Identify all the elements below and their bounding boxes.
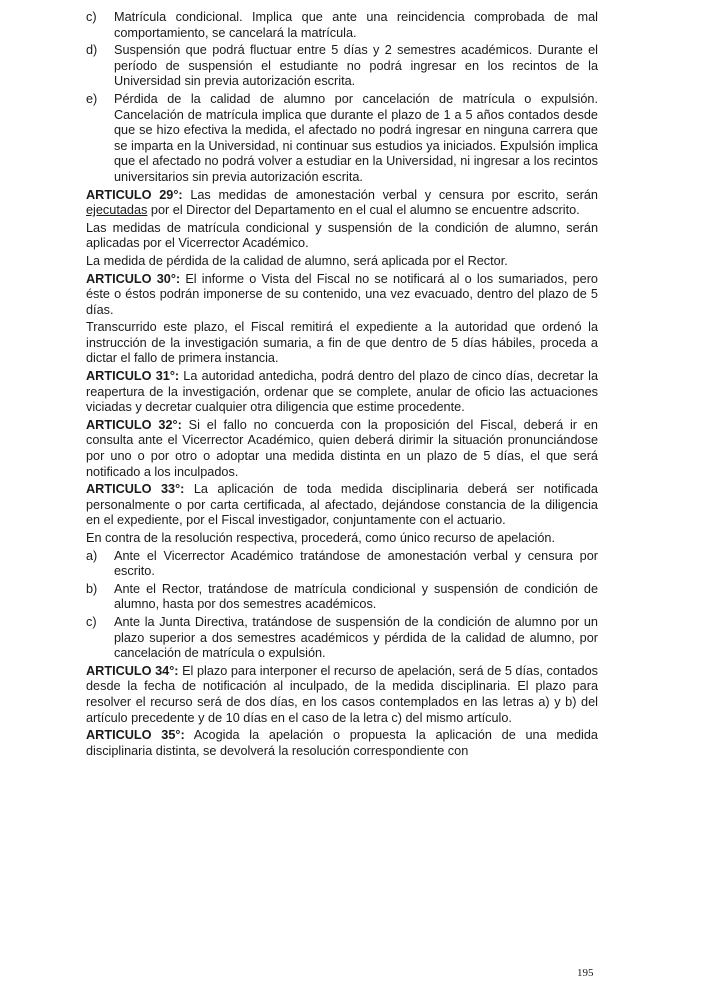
- list-marker: b): [86, 581, 98, 596]
- article-29: [86, 188, 598, 219]
- list-text: Ante el Vicerrector Académico tratándose de amonestación verbal y censura por escrito.: [114, 548, 598, 579]
- article-label: ARTICULO 32°:: [86, 417, 182, 432]
- article-text: La autoridad antedicha, podrá dentro del plazo de cinco días, decretar la reapertura de la investigación, ordenar que se complete, anular de oficio las actuaciones viciadas y decretar cualquier otra diligencia que estime procedente.: [86, 369, 598, 415]
- list-item-d: [86, 43, 598, 90]
- article-text: Las medidas de amonestación verbal y censura por escrito, serán: [182, 187, 598, 202]
- article-text: Acogida la apelación o propuesta la aplicación de una medida disciplinaria distinta, se devolverá la resolución correspondiente con: [86, 728, 598, 758]
- list-marker: a): [86, 548, 98, 563]
- list-marker: c): [86, 10, 97, 24]
- list-item-b: [86, 582, 598, 613]
- article-text: La aplicación de toda medida disciplinaria deberá ser notificada personalmente o por carta certificada, al afectado, dejándose constancia de la diligencia en el expediente, por el Fiscal investigador, conjuntamente con el actuario.: [86, 482, 598, 528]
- paragraph: La medida de pérdida de la calidad de alumno, será aplicada por el Rector.: [86, 253, 508, 268]
- paragraph: Transcurrido este plazo, el Fiscal remitirá el expediente a la autoridad que ordenó la instrucción de la investigación sumaria, a fin de que dentro de 5 días hábiles, proceda a dictar el fallo de primera instancia.: [86, 320, 598, 366]
- article-32: [86, 418, 598, 480]
- article-text: Si el fallo no concuerda con la proposición del Fiscal, deberá ir en consulta ante el Vicerrector Académico, quien deberá dirimir la situación pronunciándose por uno o por otro o adoptar una medida distinta en un plazo de 5 días, el que será notificado a los inculpados.: [86, 417, 598, 479]
- list-text: Suspensión que podrá fluctuar entre 5 días y 2 semestres académicos. Durante el período de suspensión el estudiante no podrá ingresar en los recintos de la Universidad sin previa autorización escrita.: [114, 43, 598, 89]
- page-number: 195: [577, 967, 594, 979]
- article-34: [86, 664, 598, 726]
- article-33: [86, 482, 598, 529]
- paragraph: En contra de la resolución respectiva, procederá, como único recurso de apelación.: [86, 531, 555, 545]
- article-label: ARTICULO 34°:: [86, 663, 179, 678]
- list-text: Pérdida de la calidad de alumno por cancelación de matrícula o expulsión. Cancelación de matrícula implica que durante el plazo de 1 a 5 años contados desde que se hizo efectiva la medida, el afectado no podrá ingresar en ninguna carrera que se imparta en la Universidad, ni continuar sus estudios ya iniciados. Expulsión implica que el afectado no podrá volver a estudiar en la Universidad, ni ingresar a los recintos universitarios sin previa autorización escrita.: [114, 91, 598, 184]
- article-text: El plazo para interponer el recurso de apelación, será de 5 días, contados desde la fecha de notificación al inculpado, de la medida disciplinaria. El plazo para resolver el recurso será de dos días, en los casos contemplados en las letras a) y b) del artículo precedente y de 10 días en el caso de la letra c) del mismo artículo.: [86, 663, 599, 725]
- article-label: ARTICULO 33°:: [86, 482, 185, 497]
- article-text: por el Director del Departamento en el cual el alumno se encuentre adscrito.: [147, 203, 580, 218]
- article-35: [86, 728, 598, 759]
- list-item-a: [86, 549, 598, 580]
- list-text: Ante la Junta Directiva, tratándose de suspensión de la condición de alumno por un plazo superior a dos semestres académicos y pérdida de la calidad de alumno, por cancelación de matrícula o expulsión.: [114, 614, 598, 661]
- list-item-c2: [86, 615, 598, 662]
- list-marker: e): [86, 91, 98, 106]
- article-30: [86, 272, 598, 319]
- document-page: [86, 10, 598, 761]
- article-label: ARTICULO 35°:: [86, 728, 185, 743]
- paragraph: Las medidas de matrícula condicional y suspensión de la condición de alumno, serán aplicadas por el Vicerrector Académico.: [86, 220, 598, 251]
- underlined-word: ejecutadas: [86, 203, 148, 218]
- list-text: Matrícula condicional. Implica que ante una reincidencia comprobada de mal comportamiento, se cancelará la matrícula.: [114, 10, 598, 40]
- article-label: ARTICULO 31°:: [86, 369, 180, 384]
- list-item-e: [86, 92, 598, 186]
- article-label: ARTICULO 30°:: [86, 271, 181, 286]
- article-label: ARTICULO 29°:: [86, 187, 183, 202]
- list-marker: c): [86, 614, 97, 629]
- article-31: [86, 369, 598, 416]
- list-marker: d): [86, 43, 98, 58]
- list-text: Ante el Rector, tratándose de matrícula condicional y suspensión de condición de alumno, hasta por dos semestres académicos.: [114, 581, 598, 612]
- list-item-c: [86, 10, 598, 41]
- article-text: El informe o Vista del Fiscal no se notificará al o los sumariados, pero éste o éstos podrán imponerse de su contenido, una vez evacuado, dentro del plazo de 5 días.: [86, 271, 598, 317]
